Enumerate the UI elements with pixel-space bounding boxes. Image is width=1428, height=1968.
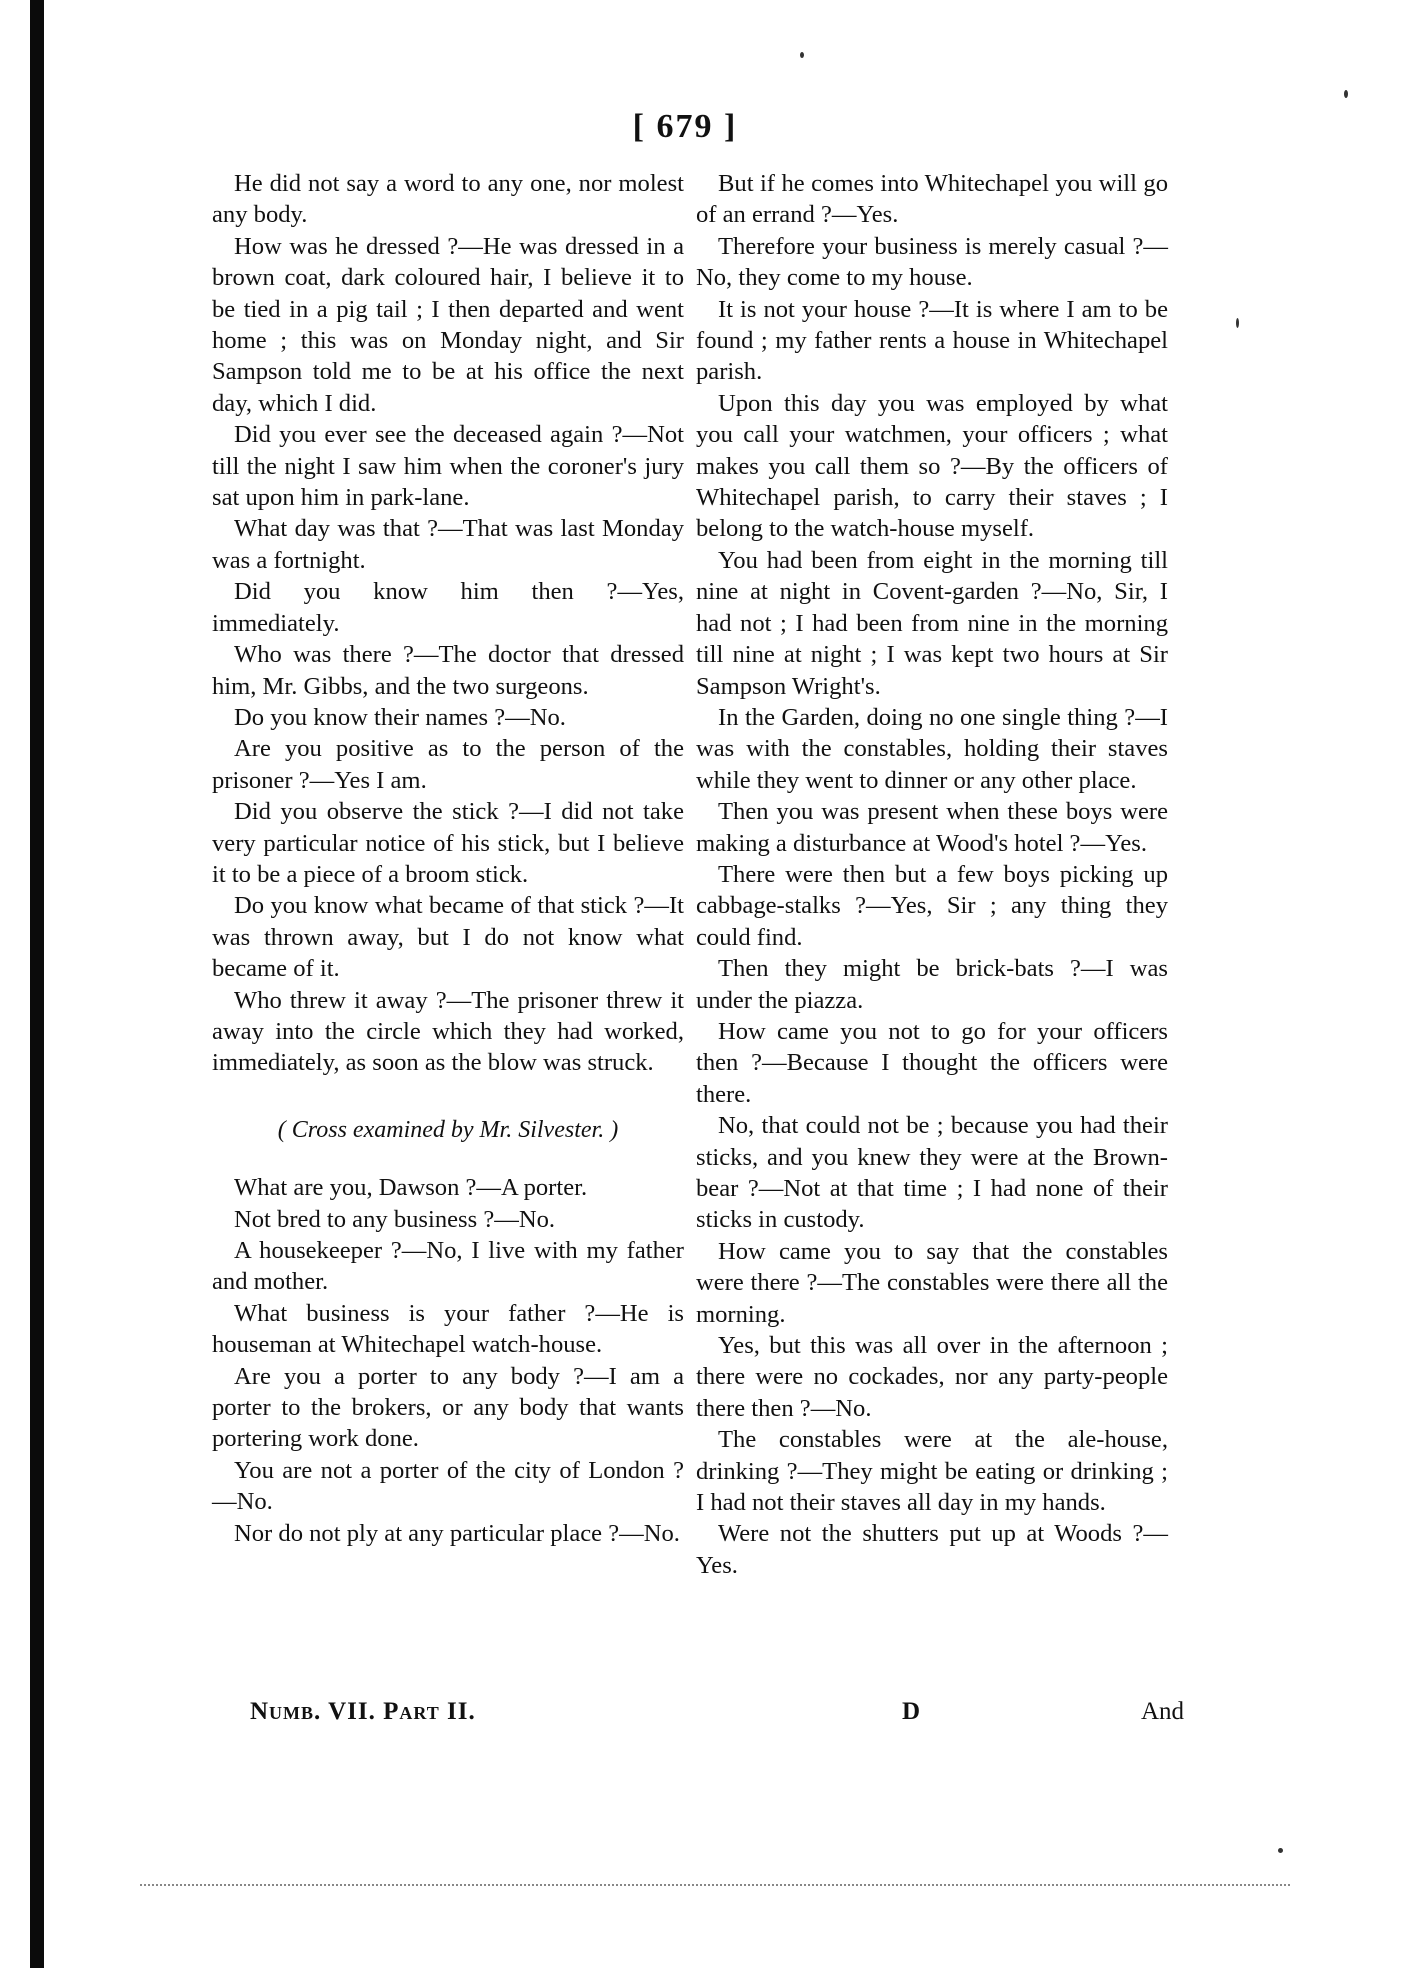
page-footer: [212, 1698, 1184, 1734]
binding-edge: [30, 0, 44, 1968]
catchword: And: [1140, 1698, 1184, 1725]
paragraph: Then they might be brick-bats ?—I was under the piazza.: [696, 955, 1168, 1014]
paragraph: In the Garden, doing no one single thing ?—I was with the constables, holding their staves while they went to dinner or any other place.: [696, 703, 1168, 794]
paragraph: What business is your father ?—He is houseman at Whitechapel watch-house.: [212, 1299, 684, 1359]
right-column: [696, 168, 1168, 1581]
paragraph: Who was there ?—The doctor that dressed him, Mr. Gibbs, and the two surgeons.: [212, 641, 684, 700]
paragraph: It is not your house ?—It is where I am to be found ; my father rents a house in Whitechapel parish.: [696, 295, 1168, 386]
paragraph: Then you was present when these boys were making a disturbance at Wood's hotel ?—Yes.: [696, 798, 1168, 857]
paragraph: How was he dressed ?—He was dressed in a brown coat, dark coloured hair, I believe it to be tied in a pig tail ; I then departed and went home ; this was on Monday night, and Sir Sampson told me to be at his office the next day, which I did.: [212, 232, 684, 417]
signature-mark: D: [902, 1698, 921, 1725]
ink-speck: [1236, 318, 1239, 328]
bottom-scan-artifact: [140, 1884, 1290, 1888]
paragraph: Nor do not ply at any particular place ?—No.: [234, 1519, 680, 1547]
paragraph: Who threw it away ?—The prisoner threw it away into the circle which they had worked, immediately, as soon as the blow was struck.: [212, 986, 684, 1077]
paragraph: What day was that ?—That was last Monday was a fortnight.: [212, 515, 684, 574]
paragraph: No, that could not be ; because you had their sticks, and you knew they were at the Brown-bear ?—Not at that time ; I had none of their sticks in custody.: [696, 1112, 1168, 1234]
paragraph: There were then but a few boys picking up cabbage-stalks ?—Yes, Sir ; any thing they could find.: [696, 860, 1168, 951]
paragraph: Did you observe the stick ?—I did not take very particular notice of his stick, but I believe it to be a piece of a broom stick.: [212, 798, 684, 888]
paragraph: What are you, Dawson ?—A porter.: [234, 1174, 588, 1202]
paragraph: Were not the shutters put up at Woods ?—Yes.: [696, 1520, 1168, 1579]
paragraph: Do you know what became of that stick ?—It was thrown away, but I do not know what became of it.: [212, 892, 684, 983]
paragraph: Therefore your business is merely casual ?—No, they come to my house.: [696, 232, 1168, 292]
paragraph: Not bred to any business ?—No.: [234, 1205, 556, 1233]
signature-label: Numb. VII. Part II.: [250, 1698, 476, 1725]
paragraph: How came you not to go for your officers then ?—Because I thought the officers were there.: [696, 1017, 1168, 1108]
paragraph: Upon this day you was employed by what you call your watchmen, your officers ; what makes you call them so ?—By the officers of Whitechapel parish, to carry their staves ; I belong to the watch-house myself.: [696, 389, 1168, 543]
paragraph: Are you a porter to any body ?—I am a porter to the brokers, or any body that wants portering work done.: [212, 1362, 684, 1453]
paragraph: But if he comes into Whitechapel you will go of an errand ?—Yes.: [696, 170, 1168, 229]
paragraph: Are you positive as to the person of the prisoner ?—Yes I am.: [212, 735, 684, 794]
paragraph: Did you ever see the deceased again ?—Not till the night I saw him when the coroner's jury sat upon him in park-lane.: [212, 421, 684, 512]
paragraph: Did you know him then ?—Yes, immediately.: [212, 578, 684, 637]
ink-speck: [800, 52, 804, 58]
paragraph: You are not a porter of the city of London ?—No.: [212, 1456, 684, 1516]
cross-examination-heading: ( Cross examined by Mr. Silvester. ): [277, 1116, 619, 1143]
paragraph: The constables were at the ale-house, drinking ?—They might be eating or drinking ; I had not their staves all day in my hands.: [696, 1426, 1168, 1517]
paragraph: Do you know their names ?—No.: [234, 703, 566, 731]
paragraph: You had been from eight in the morning till nine at night in Covent-garden ?—No, Sir, I had not ; I had been from nine in the morning till nine at night ; I was kept two hours at Sir Sampson Wright's.: [696, 546, 1168, 700]
paragraph: A housekeeper ?—No, I live with my father and mother.: [212, 1237, 684, 1296]
paragraph: Yes, but this was all over in the afternoon ; there were no cockades, nor any party-people there then ?—No.: [696, 1332, 1168, 1422]
left-column: [212, 168, 684, 1549]
paragraph: How came you to say that the constables were there ?—The constables were there all the morning.: [696, 1237, 1168, 1328]
paragraph: He did not say a word to any one, nor molest any body.: [212, 170, 684, 229]
ink-speck: [1344, 90, 1348, 98]
page-number: [ 679 ]: [632, 108, 738, 145]
ink-speck: [1278, 1848, 1283, 1853]
